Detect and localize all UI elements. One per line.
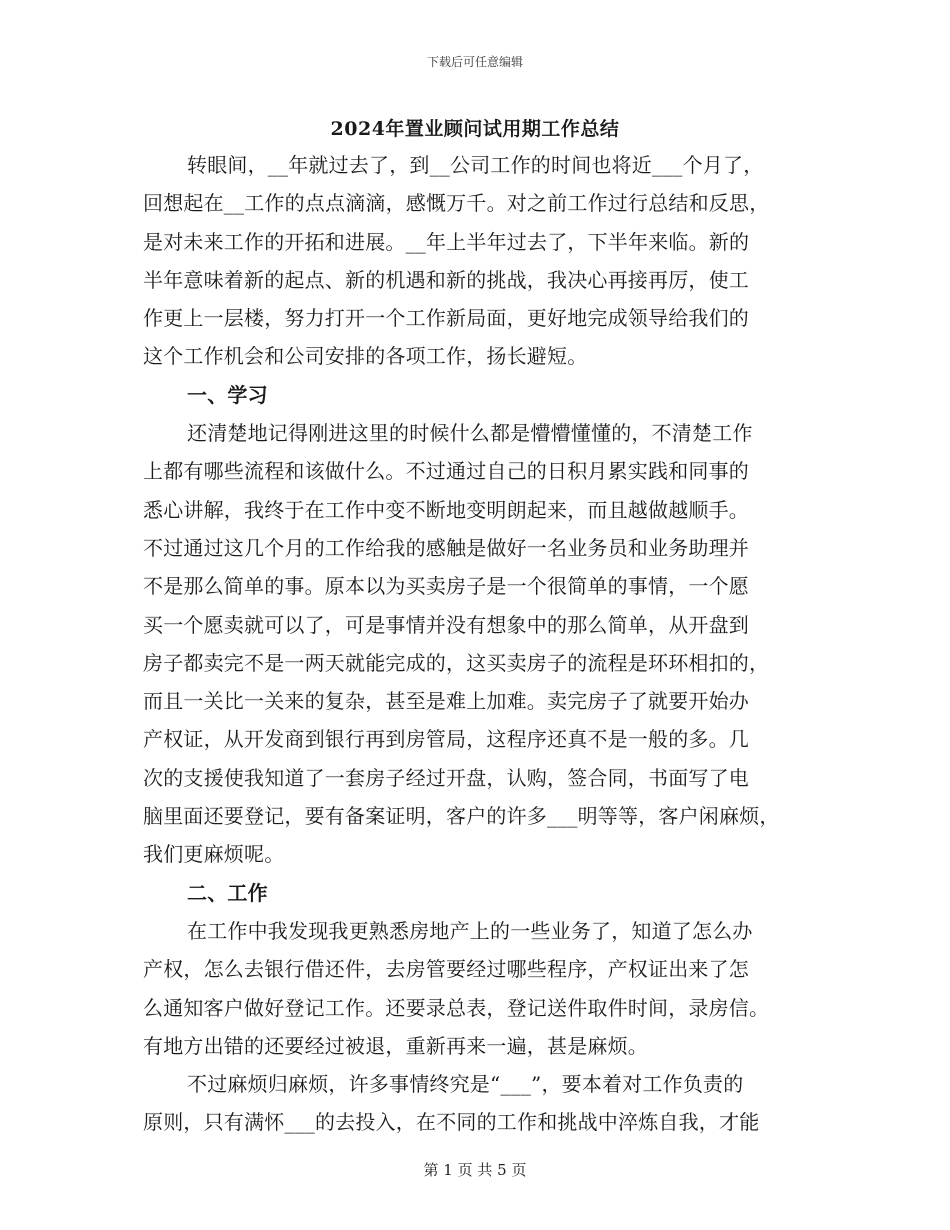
body-line: 在工作中我发现我更熟悉房地产上的一些业务了，知道了怎么办 — [187, 918, 753, 943]
body-line: 转眼间，__年就过去了，到__公司工作的时间也将近___个月了， — [187, 153, 764, 177]
body-line: 是对未来工作的开拓和进展。__年上半年过去了，下半年来临。新的 — [143, 229, 750, 254]
body-line: 而且一关比一关来的复杂，甚至是难上加难。卖完房子了就要开始办 — [143, 689, 749, 714]
body-line: 产权，怎么去银行借还件，去房管要经过哪些程序，产权证出来了怎 — [143, 957, 749, 982]
body-line: 这个工作机会和公司安排的各项工作，扬长避短。 — [143, 344, 588, 369]
body-line: 还清楚地记得刚进这里的时候什么都是懵懵懂懂的，不清楚工作 — [187, 421, 753, 446]
body-line: 回想起在__工作的点点滴滴，感慨万千。对之前工作过行总结和反思， — [143, 191, 770, 216]
section-heading-study: 一、学习 — [187, 382, 268, 407]
header-note: 下载后可任意编辑 — [426, 55, 523, 69]
document-title: 2024年置业顾问试用期工作总结 — [330, 118, 620, 140]
body-line: 半年意味着新的起点、新的机遇和新的挑战，我决心再接再厉，使工 — [143, 267, 749, 292]
body-line: 作更上一层楼，努力打开一个工作新局面，更好地完成领导给我们的 — [143, 306, 749, 331]
body-line: 产权证，从开发商到银行再到房管局，这程序还真不是一般的多。几 — [143, 727, 749, 752]
body-line: 脑里面还要登记，要有备案证明，客户的许多___明等等，客户闲麻烦， — [143, 804, 780, 829]
section-heading-work: 二、工作 — [187, 880, 268, 905]
document-body — [143, 146, 811, 1142]
page-number-footer: 第 1 页 共 5 页 — [423, 1161, 527, 1179]
body-line: 我们更麻烦呢。 — [143, 842, 285, 867]
body-line: 房子都卖完不是一两天就能完成的，这买卖房子的流程是环环相扣的， — [143, 650, 770, 675]
body-line: 不过通过这几个月的工作给我的感触是做好一名业务员和业务助理并 — [143, 535, 749, 560]
body-line: 原则，只有满怀___的去投入，在不同的工作和挑战中淬炼自我，才能 — [143, 1110, 760, 1135]
body-line: 悉心讲解，我终于在工作中变不断地变明朗起来，而且越做越顺手。 — [143, 497, 749, 522]
body-line: 上都有哪些流程和该做什么。不过通过自己的日积月累实践和同事的 — [143, 459, 749, 484]
body-line: 么通知客户做好登记工作。还要录总表，登记送件取件时间，录房信。 — [143, 995, 770, 1020]
body-line: 不过麻烦归麻烦，许多事情终究是“___”，要本着对工作负责的 — [187, 1072, 744, 1097]
body-line: 次的支援使我知道了一套房子经过开盘，认购，签合同，书面写了电 — [143, 765, 749, 790]
body-line: 有地方出错的还要经过被退，重新再来一遍，甚是麻烦。 — [143, 1033, 648, 1058]
body-line: 不是那么简单的事。原本以为买卖房子是一个很简单的事情，一个愿 — [143, 574, 749, 599]
body-line: 买一个愿卖就可以了，可是事情并没有想象中的那么简单，从开盘到 — [143, 612, 749, 637]
